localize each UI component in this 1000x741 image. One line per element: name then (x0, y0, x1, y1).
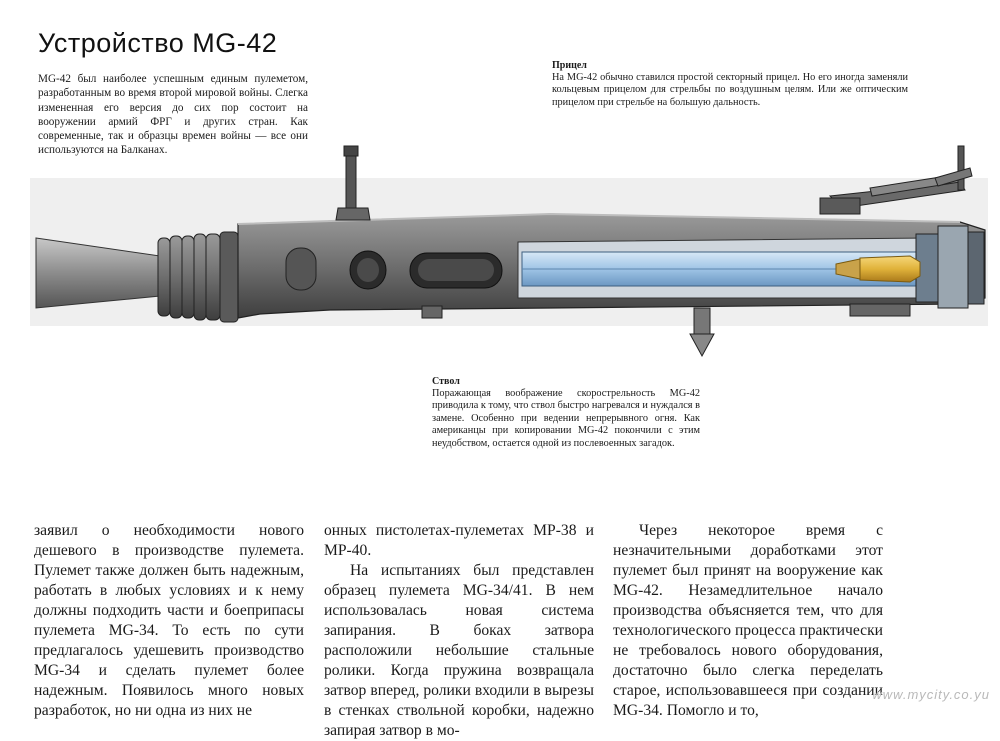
intro-paragraph: MG-42 был наиболее успешным единым пулеметом, разработанным во время второй мировой войны. Слегка измененная его версия до сих пор состоит на вооружении армий ФРГ и других стран. Как современные, так и образцы времен войны — все они используются на Балканах. (38, 73, 308, 157)
text-column-3 (613, 521, 883, 721)
sight-caption-text: На MG-42 обычно ставился простой секторный прицел. Но его иногда заменяли кольцевым прицелом для стрельбы по воздушным целям. Или же оптическим прицелом при стрельбе на большую дальность. (552, 72, 908, 108)
paragraph: заявил о необходимости нового дешевого в производстве пулемета. Пулемет также должен быть надежным, работать в любых условиях и к нему должны подходить части и боеприпасы пулемета MG-34. То есть по сути предлагалось удешевить производство MG-34 и сделать пулемет более надежным. Появилось много новых разработок, но ни одна из них не (34, 522, 304, 719)
paragraph: Через некоторое время с незначительными доработками этот пулемет был принят на вооружение как MG-42. Незамедлительное начало производства объясняется тем, что для технологического процесса практически не требовалось нового оборудования, достаточно было слегка переделать старое, использовавшееся при создании MG-34. Помогло и то, (613, 522, 883, 719)
cartridge (860, 256, 920, 282)
barrel-caption (432, 376, 700, 450)
page-title: Устройство MG-42 (38, 28, 278, 58)
barrel-caption-text: Поражающая воображение скорострельность MG-42 приводила к тому, что ствол быстро нагревался и нуждался в замене. Особенно при ведении непрерывного огня. Как американцы при копировании MG-42 покончили с этим неудобством, остается одной из послевоенных загадок. (432, 388, 700, 449)
sight-caption-heading: Прицел (552, 60, 587, 71)
text-column-2 (324, 521, 594, 741)
flash-hider-rings (158, 232, 238, 322)
text-column-1 (34, 521, 304, 721)
sight-caption (552, 60, 908, 109)
paragraph: На испытаниях был представлен образец пулемета MG-34/41. В нем использовалась новая система запирания. В боках затвора расположили небольшие стальные ролики. Когда пружина возвращала затвор вперед, ролики входили в вырезы в стенках ствольной коробки, надежно запирая затвор в мо- (324, 562, 594, 739)
mg42-cutaway-illustration (30, 138, 988, 360)
barrel-caption-heading: Ствол (432, 376, 460, 387)
paragraph: онных пистолетах-пулеметах MP-38 и MP-40. (324, 522, 594, 559)
watermark: www.mycity.co.yu (872, 687, 990, 702)
